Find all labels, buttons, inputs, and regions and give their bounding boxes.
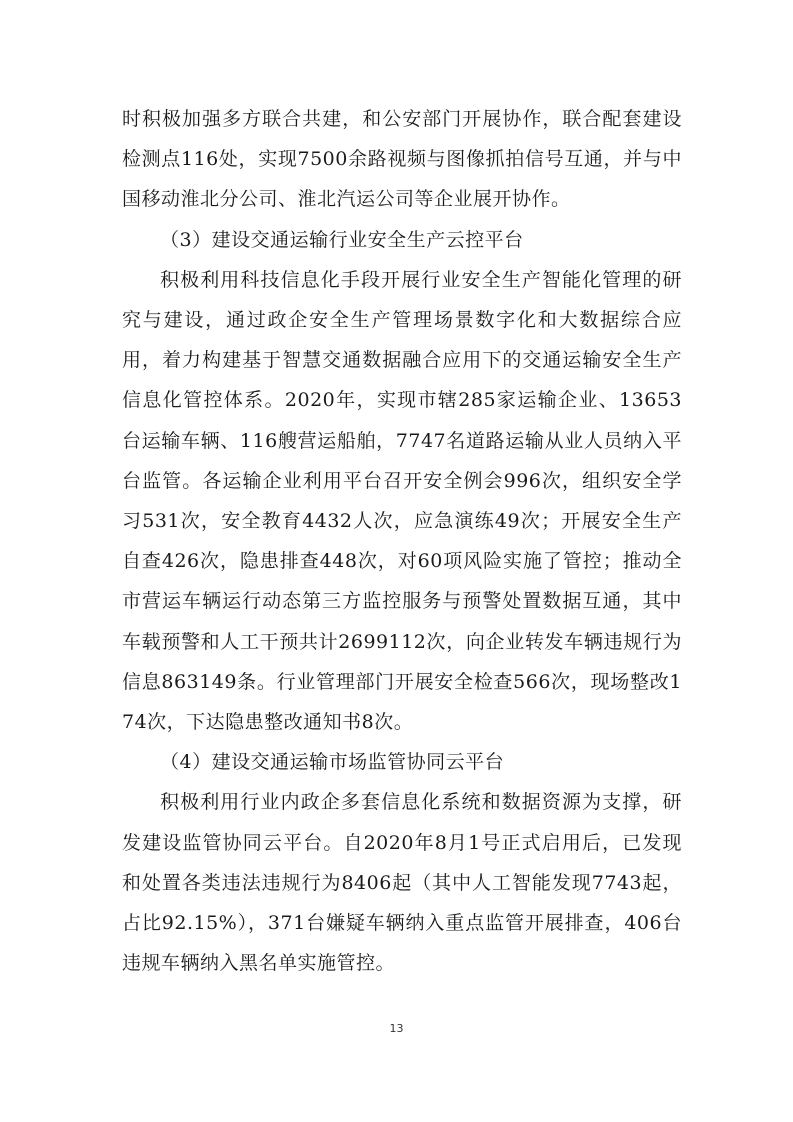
paragraph-safety-platform: 积极利用科技信息化手段开展行业安全生产智能化管理的研究与建设，通过政企安全生产管理场景数字化和大数据综合应用，着力构建基于智慧交通数据融合应用下的交通运输安全生产信息化管控体系。2020年，实现市辖285家运输企业、13653台运输车辆、116艘营运船舶，7747名道路运输从业人员纳入平台监管。各运输企业利用平台召开安全例会996次，组织安全学习531次，安全教育4432人次，应急演练49次；开展安全生产自查426次，隐患排查448次，对60项风险实施了管控；推动全市营运车辆运行动态第三方监控服务与预警处置数据互通，其中车载预警和人工干预共计2699112次，向企业转发车辆违规行为信息863149条。行业管理部门开展安全检查566次，现场整改174次，下达隐患整改通知书8次。	[122, 268, 682, 734]
body-text	[122, 99, 682, 983]
section-heading-3: （3）建设交通运输行业安全生产云控平台	[160, 228, 524, 251]
paragraph-market-platform: 积极利用行业内政企多套信息化系统和数据资源为支撑，研发建设监管协同云平台。自2020年8月1号正式启用后，已发现和处置各类违法违规行为8406起（其中人工智能发现7743起，占比92.15%），371台嫌疑车辆纳入重点监管开展排查，406台违规车辆纳入黑名单实施管控。	[122, 791, 682, 975]
page-number: 13	[389, 1022, 404, 1035]
paragraph-continuation: 时积极加强多方联合共建，和公安部门开展协作，联合配套建设检测点116处，实现7500余路视频与图像抓拍信号互通，并与中国移动淮北分公司、淮北汽运公司等企业展开协作。	[122, 108, 682, 211]
section-heading-4: （4）建设交通运输市场监管协同云平台	[160, 751, 505, 774]
